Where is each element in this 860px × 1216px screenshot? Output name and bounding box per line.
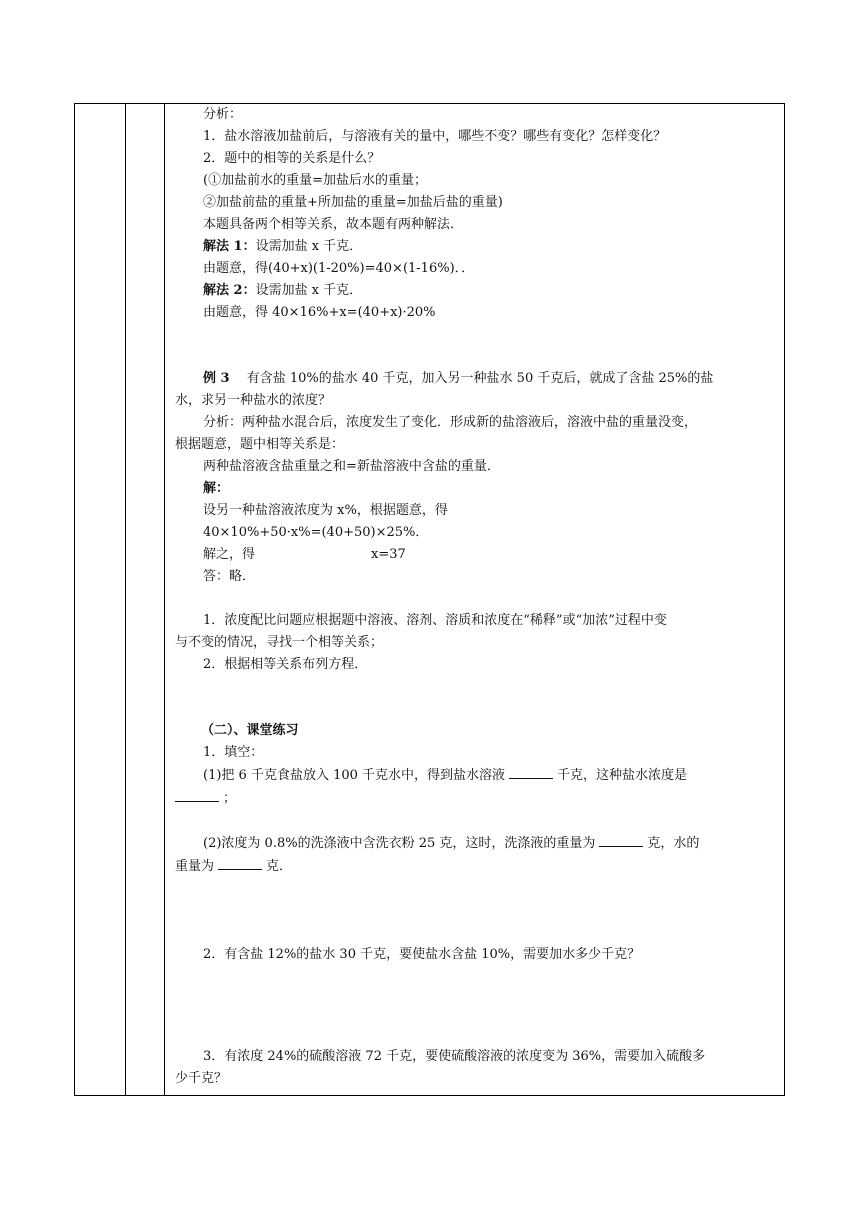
summary-1b: 与不变的情况，寻找一个相等关系； bbox=[175, 635, 384, 650]
lesson-content bbox=[171, 104, 781, 1090]
fill-label: 1．填空： bbox=[203, 745, 264, 760]
answer-blank[interactable] bbox=[175, 787, 219, 802]
analysis-question-1: 1．盐水溶液加盐前后，与溶液有关的量中，哪些不变？哪些有变化？怎样变化？ bbox=[203, 129, 667, 144]
practice-2-text-d: 克． bbox=[266, 859, 293, 874]
example-3 bbox=[171, 368, 781, 390]
practice-question-3a: 3．有浓度 24%的硫酸溶液 72 千克，要使硫酸溶液的浓度变为 36%，需要加入硫酸多 bbox=[203, 1049, 706, 1064]
column-divider-1 bbox=[125, 104, 126, 1095]
practice-heading: （二）、课堂练习 bbox=[201, 723, 299, 738]
solution-line-3 bbox=[171, 544, 781, 566]
practice-1-text-a: (1)把 6 千克食盐放入 100 千克水中，得到盐水溶液 bbox=[203, 768, 506, 783]
summary-1a: 1．浓度配比问题应根据题中溶液、溶剂、溶质和浓度在“稀释”或“加浓”过程中变 bbox=[203, 613, 667, 628]
analysis-question-2: 2．题中的相等的关系是什么？ bbox=[203, 151, 381, 166]
solution-line-3-text: 解之，得 bbox=[203, 547, 256, 562]
solution-label: 解： bbox=[203, 481, 230, 496]
example-3-relation: 两种盐溶液含盐重量之和=新盐溶液中含盐的重量． bbox=[203, 459, 500, 474]
solution-x-value: x=37 bbox=[371, 547, 406, 562]
method-2 bbox=[171, 280, 781, 302]
relation-2: ②加盐前盐的重量+所加盐的重量=加盐后盐的重量) bbox=[203, 195, 503, 210]
example-3-analysis-b: 根据题意，题中相等关系是： bbox=[175, 437, 345, 452]
practice-1-text-c: ； bbox=[223, 791, 237, 806]
practice-2-line-b bbox=[171, 855, 781, 878]
example-3-label: 例 3 bbox=[203, 371, 230, 386]
summary-2: 2．根据相等关系布列方程． bbox=[203, 657, 368, 672]
example-3-text-b: 水，求另一种盐水的浓度？ bbox=[175, 393, 332, 408]
practice-question-3b: 少千克？ bbox=[175, 1071, 228, 1086]
practice-2-line-a bbox=[171, 832, 781, 855]
method-1-equation: 由题意，得(40+x)(1-20%)=40×(1-16%)．． bbox=[203, 261, 475, 276]
practice-2-text-c: 重量为 bbox=[175, 859, 215, 874]
method-2-text: 设需加盐 x 千克． bbox=[255, 283, 363, 298]
method-1-label: 解法 1： bbox=[203, 239, 256, 254]
method-2-equation: 由题意，得 40×16%+x=(40+x)·20% bbox=[203, 305, 436, 320]
practice-2-text-b: 克，水的 bbox=[647, 836, 700, 851]
practice-1-text-b: 千克，这种盐水浓度是 bbox=[557, 768, 688, 783]
solution-line-1: 设另一种盐溶液浓度为 x%，根据题意，得 bbox=[203, 503, 448, 518]
practice-1-line-a bbox=[171, 764, 781, 787]
answer-blank[interactable] bbox=[218, 855, 262, 870]
analysis-heading: 分析： bbox=[203, 107, 243, 122]
analysis-note: 本题具备两个相等关系，故本题有两种解法． bbox=[203, 217, 464, 232]
practice-1-line-b bbox=[171, 787, 781, 810]
method-1 bbox=[171, 236, 781, 258]
column-divider-2 bbox=[164, 104, 165, 1095]
method-2-label: 解法 2： bbox=[203, 283, 256, 298]
practice-question-2: 2．有含盐 12%的盐水 30 千克，要使盐水含盐 10%，需要加水多少千克？ bbox=[203, 947, 641, 962]
example-3-text-a: 有含盐 10%的盐水 40 千克，加入另一种盐水 50 千克后，就成了含盐 25%的盐 bbox=[229, 371, 714, 386]
answer: 答：略． bbox=[203, 569, 256, 584]
answer-blank[interactable] bbox=[599, 832, 643, 847]
answer-blank[interactable] bbox=[509, 764, 553, 779]
relation-1: (①加盐前水的重量=加盐后水的重量； bbox=[203, 173, 427, 188]
solution-line-2: 40×10%+50·x%=(40+50)×25%． bbox=[203, 525, 429, 540]
method-1-text: 设需加盐 x 千克． bbox=[255, 239, 363, 254]
example-3-analysis-a: 分析：两种盐水混合后，浓度发生了变化．形成新的盐溶液后，溶液中盐的重量没变， bbox=[203, 415, 698, 430]
practice-2-text-a: (2)浓度为 0.8%的洗涤液中含洗衣粉 25 克，这时，洗涤液的重量为 bbox=[203, 836, 596, 851]
